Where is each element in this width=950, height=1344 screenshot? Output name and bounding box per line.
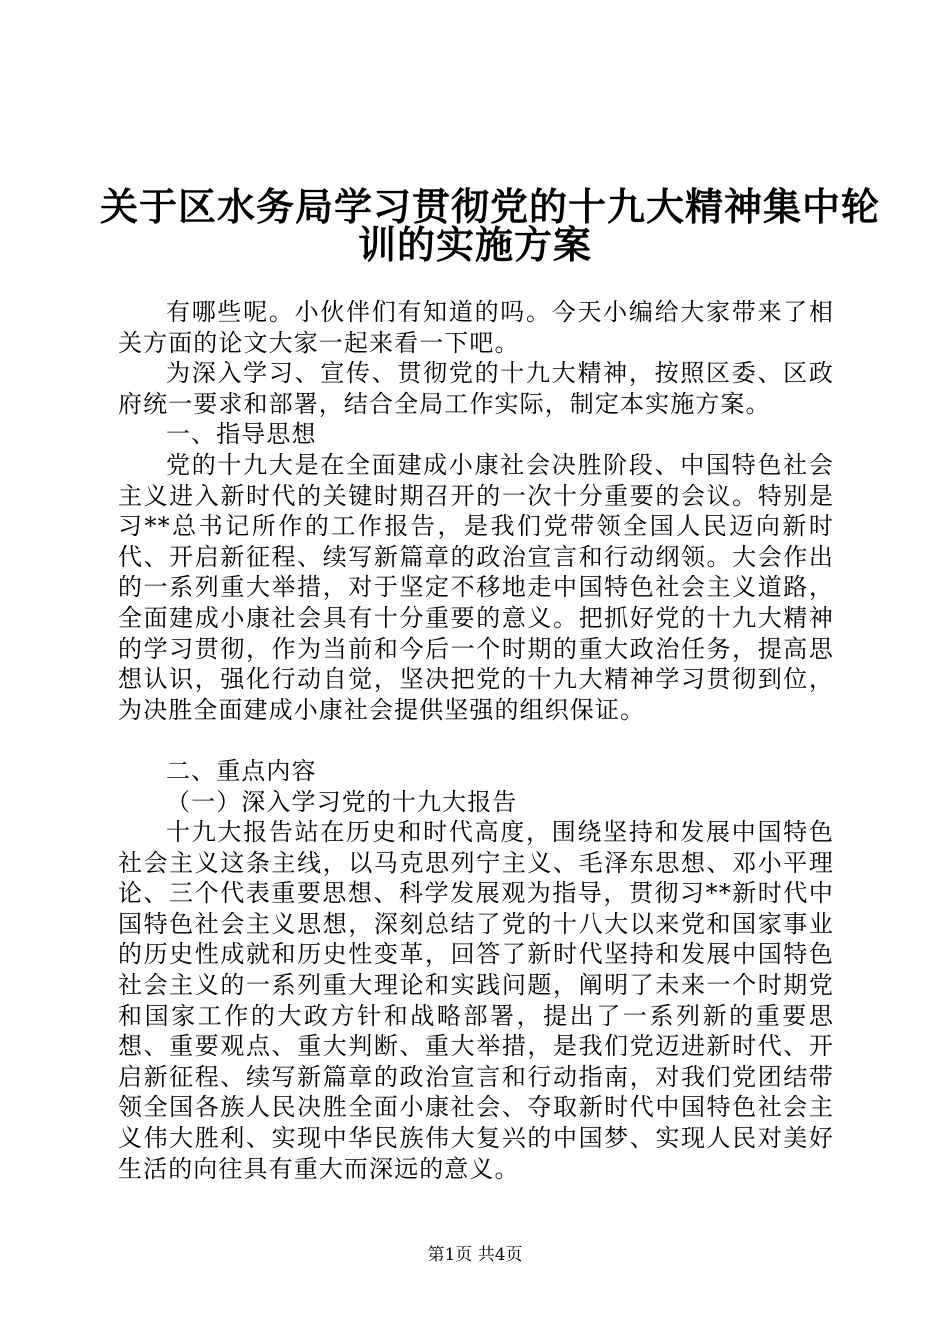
- section-heading-key-content: 二、重点内容: [166, 756, 317, 785]
- intro-paragraph: 有哪些呢。小伙伴们有知道的吗。今天小编给大家带来了相关方面的论文大家一起来看一下吧。: [118, 298, 834, 357]
- page-footer: 第1页 共4页: [427, 1245, 523, 1265]
- subsection-heading-report: （一）深入学习党的十九大报告: [166, 787, 518, 816]
- section-heading-guiding-thought: 一、指导思想: [166, 420, 317, 449]
- document-body: [118, 297, 834, 1184]
- guiding-thought-paragraph: 党的十九大是在全面建成小康社会决胜阶段、中国特色社会主义进入新时代的关键时期召开的一次十分重要的会议。特别是习**总书记所作的工作报告，是我们党带领全国人民迈向新时代、开启新征程、续写新篇章的政治宣言和行动纲领。大会作出的一系列重大举措，对于坚定不移地走中国特色社会主义道路，全面建成小康社会具有十分重要的意义。把抓好党的十九大精神的学习贯彻，作为当前和今后一个时期的重大政治任务，提高思想认识，强化行动自觉，坚决把党的十九大精神学习贯彻到位，为决胜全面建成小康社会提供坚强的组织保证。: [118, 450, 834, 724]
- document-title-line2: 训的实施方案: [357, 223, 592, 267]
- purpose-paragraph: 为深入学习、宣传、贯彻党的十九大精神，按照区委、区政府统一要求和部署，结合全局工作实际，制定本实施方案。: [118, 359, 834, 418]
- report-paragraph: 十九大报告站在历史和时代高度，围绕坚持和发展中国特色社会主义这条主线，以马克思列宁主义、毛泽东思想、邓小平理论、三个代表重要思想、科学发展观为指导，贯彻习**新时代中国特色社会主义思想，深刻总结了党的十八大以来党和国家事业的历史性成就和历史性变革，回答了新时代坚持和发展中国特色社会主义的一系列重大理论和实践问题，阐明了未来一个时期党和国家工作的大政方针和战略部署，提出了一系列新的重要思想、重要观点、重大判断、重大举措，是我们党迈进新时代、开启新征程、续写新篇章的政治宣言和行动指南，对我们党团结带领全国各族人民决胜全面小康社会、夺取新时代中国特色社会主义伟大胜利、实现中华民族伟大复兴的中国梦、实现人民对美好生活的向往具有重大而深远的意义。: [118, 818, 834, 1183]
- document-title-line1: 关于区水务局学习贯彻党的十九大精神集中轮: [100, 185, 881, 229]
